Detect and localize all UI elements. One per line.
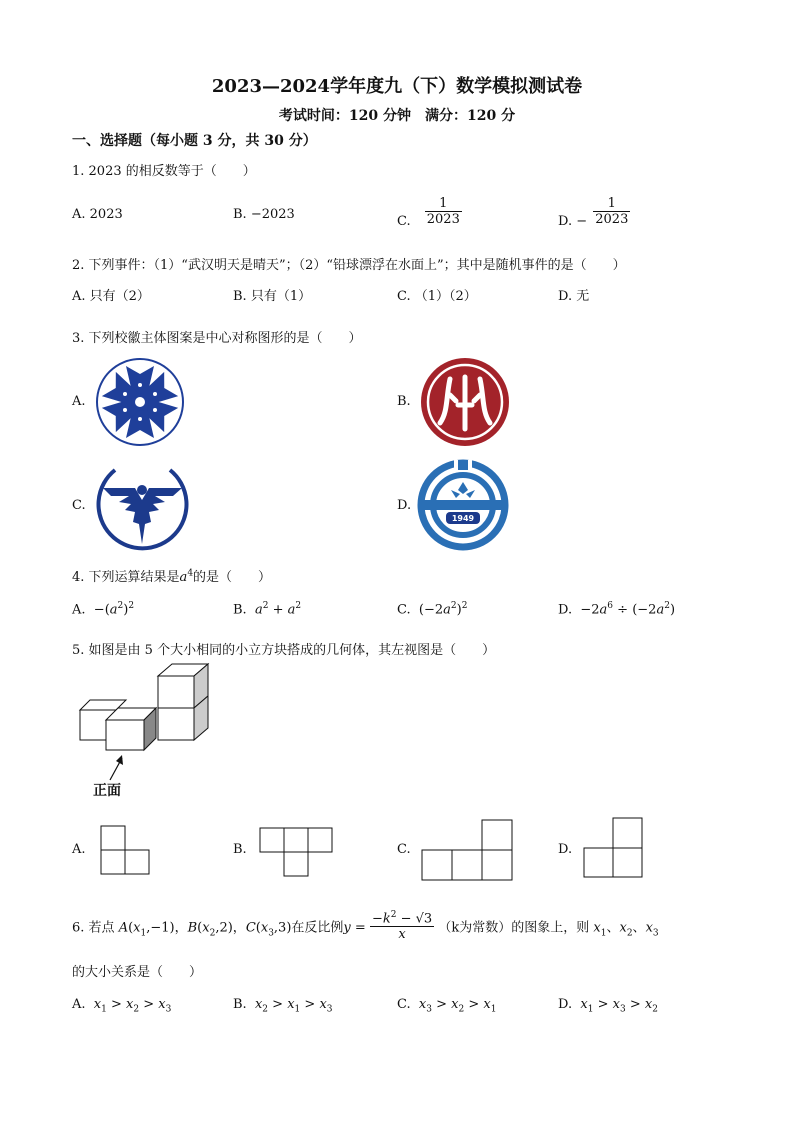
q2-option-b: B. 只有（1）	[233, 289, 312, 304]
front-label: 正面	[93, 783, 121, 799]
q5-option-d-view	[584, 818, 644, 880]
q3-option-a: A.	[72, 394, 86, 409]
q1-option-c: C. $\frac{1}{2023}$	[397, 196, 460, 229]
section-heading: 一、选择题（每小题 3 分，共 30 分）	[72, 133, 317, 149]
cube-solid-figure	[76, 662, 216, 792]
q4-option-c: C. $(-2a^2)^2$	[397, 601, 468, 618]
q2-option-c: C. （1）（2）	[397, 289, 477, 304]
question-2: 2. 下列事件：（1）“武汉明天是晴天”；（2）“铅球漂浮在水面上”；其中是随机事件的是（ ）	[72, 258, 626, 273]
q2-option-d: D. 无	[558, 289, 590, 304]
q3-option-c: C.	[72, 498, 86, 513]
page-title: 2023—2024学年度九（下）数学模拟测试卷	[211, 76, 583, 97]
exam-info: 考试时间：120 分钟 满分：120 分	[278, 108, 516, 124]
logo-a-snowflake-icon	[95, 357, 185, 447]
q4-option-d: D. $-2a^6 \div (-2a^2)$	[558, 601, 676, 618]
q6-option-d: D. $x_1 > x_3 > x_2$	[558, 997, 658, 1015]
q6-option-b: B. $x_2 > x_1 > x_3$	[233, 997, 333, 1015]
q3-option-b: B.	[397, 394, 411, 409]
q5-option-c-view	[422, 820, 514, 882]
q4-option-a: A. $-(a^2)^2$	[72, 601, 135, 618]
q6-option-a: A. $x_1 > x_2 > x_3$	[72, 997, 172, 1015]
q1-option-b: B. −2023	[233, 207, 295, 222]
question-3: 3. 下列校徽主体图案是中心对称图形的是（ ）	[72, 331, 362, 346]
q5-option-b: B.	[233, 842, 247, 857]
logo-b-red-seal-icon	[420, 357, 510, 447]
q5-option-c: C.	[397, 842, 411, 857]
question-6-line2: 的大小关系是（ ）	[72, 965, 203, 980]
logo-d-ring-icon	[418, 460, 508, 550]
question-1: 1. 2023 的相反数等于（ ）	[72, 164, 256, 179]
question-6: 6. 若点 $A(x_1,-1)$，$B(x_2,2)$，$C(x_3,3)$在反比例y = $\frac{-k^2 - √3}{x}$ （k为常数）的图象上，则 $x_1$、$x_2$、$x_3$	[72, 910, 659, 943]
logo-d-year: 1949	[451, 514, 475, 523]
q6-option-c: C. $x_3 > x_2 > x_1$	[397, 997, 497, 1015]
q1-option-d: D. − $\frac{1}{2023}$	[558, 196, 629, 229]
question-5: 5. 如图是由 5 个大小相同的小立方块搭成的几何体，其左视图是（ ）	[72, 643, 496, 658]
q5-option-a: A.	[72, 842, 86, 857]
q3-option-d: D.	[397, 498, 412, 513]
q2-option-a: A. 只有（2）	[72, 289, 150, 304]
q1-option-a: A. 2023	[72, 207, 123, 222]
q4-option-b: B. $a^2 + a^2$	[233, 601, 302, 618]
question-4: 4. 下列运算结果是$a^4$的是（ ）	[72, 568, 272, 585]
q5-option-a-view	[101, 826, 151, 876]
q5-option-b-view	[260, 828, 334, 878]
logo-c-eagle-icon	[95, 460, 190, 552]
q5-option-d: D.	[558, 842, 573, 857]
